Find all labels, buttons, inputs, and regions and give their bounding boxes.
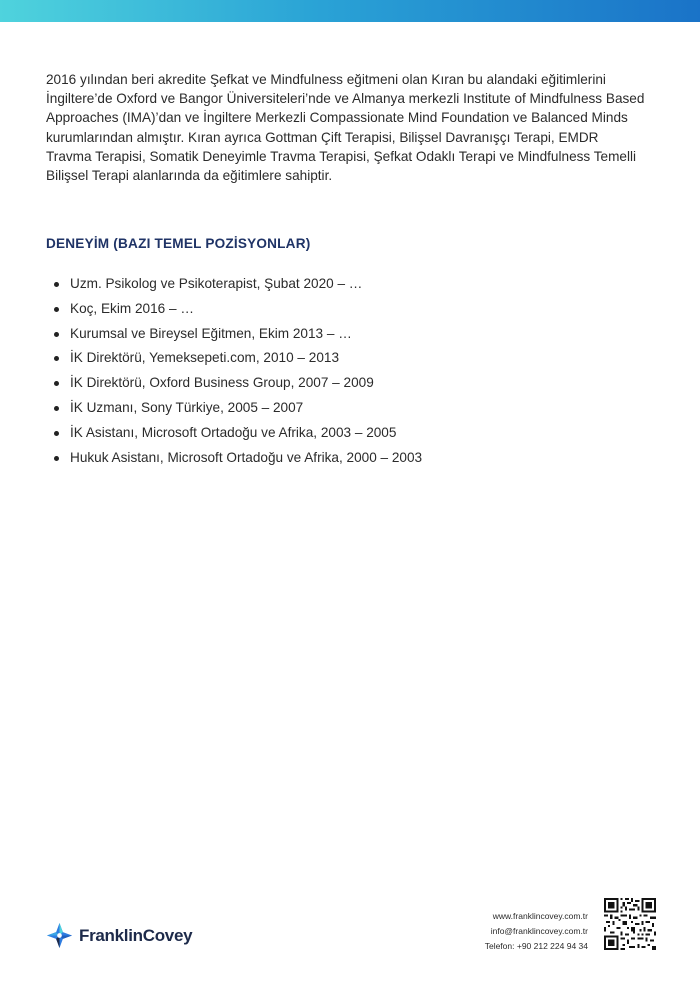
list-item: İK Uzmanı, Sony Türkiye, 2005 – 2007	[54, 398, 422, 423]
contact-info	[485, 909, 588, 954]
experience-heading: DENEYİM (BAZI TEMEL POZİSYONLAR)	[46, 236, 311, 251]
qr-code-icon[interactable]	[604, 898, 656, 950]
franklincovey-star-icon	[46, 922, 73, 949]
email-link[interactable]: info@franklincovey.com.tr	[490, 926, 588, 936]
list-item: Uzm. Psikolog ve Psikoterapist, Şubat 2020 – …	[54, 274, 422, 299]
list-item: Kurumsal ve Bireysel Eğitmen, Ekim 2013 – …	[54, 324, 422, 349]
header-gradient-bar	[0, 0, 700, 22]
list-item: Hukuk Asistanı, Microsoft Ortadoğu ve Afrika, 2000 – 2003	[54, 448, 422, 473]
list-item: İK Asistanı, Microsoft Ortadoğu ve Afrika, 2003 – 2005	[54, 423, 422, 448]
list-item: Koç, Ekim 2016 – …	[54, 299, 422, 324]
list-item: İK Direktörü, Oxford Business Group, 2007 – 2009	[54, 373, 422, 398]
franklincovey-logo	[46, 922, 192, 949]
logo-wordmark: FranklinCovey	[79, 925, 193, 945]
website-link[interactable]: www.franklincovey.com.tr	[492, 911, 588, 921]
intro-paragraph: 2016 yılından beri akredite Şefkat ve Mindfulness eğitmeni olan Kıran bu alandaki eğitimlerini İngiltere’de Oxford ve Bangor Üniversiteleri’nde ve Almanya merkezli Institute of Mindfulness Based Approaches (IMA)’dan ve İngiltere Merkezli Compassionate Mind Foundation ve Balanced Minds kurumlarından almıştır. Kıran ayrıca Gottman Çift Terapisi, Bilişsel Davranışçı Terapi, EMDR Travma Terapisi, Somatik Deneyimle Travma Terapisi, Şefkat Odaklı Terapi ve Mindfulness Temelli Bilişsel Terapi alanlarında da eğitimlere sahiptir.	[46, 72, 645, 184]
experience-list	[54, 274, 422, 472]
list-item: İK Direktörü, Yemeksepeti.com, 2010 – 2013	[54, 348, 422, 373]
phone-link[interactable]: Telefon: +90 212 224 94 34	[484, 941, 588, 951]
